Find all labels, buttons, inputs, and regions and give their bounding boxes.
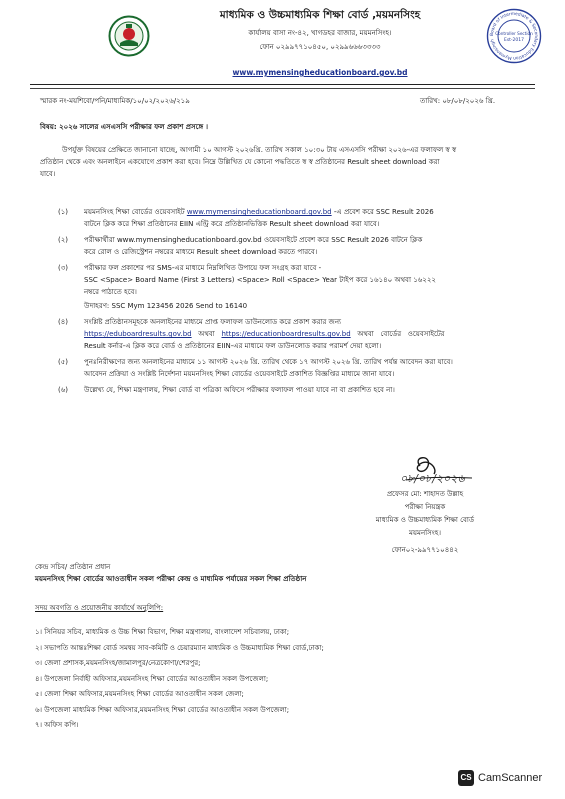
item-text: অথবা বোর্ডের ওয়েবসাইটের [350,330,445,338]
item-line: করে রোল ও রেজিস্ট্রেশন নম্বরের মাধ্যমে Result sheet download করতে পারবে। [84,248,318,256]
office-address: কার্যালয় বাসা নং-৪২, খাগডহর বাজার, ময়মনসিংহ। [248,29,392,37]
item-line: নম্বরে পাঠাতে হবে। [84,288,137,296]
camscanner-logo: CS [458,770,474,786]
header-divider-thin [30,88,535,89]
item-line: আবেদন প্রক্রিয়া ও সংশ্লিষ্ট নির্দেশনা ময়মনসিংহ শিক্ষা বোর্ডের ওয়েবসাইটে প্রকাশিত বিজ্ঞপ্তির মাধ্যমে জানা যাবে। [84,370,395,378]
cc-item: ৫। জেলা শিক্ষা অফিসার,ময়মনসিংহ শিক্ষা বোর্ডের আওতাধীন সকল জেলা; [35,690,244,698]
memo-number: স্মারক নং-ময়শিবো/পনি/মাধ্যমিক/১০/০২/২০২৬/২১৯ [40,97,190,105]
item-line: Result কর্নার-এ ক্লিক করে বোর্ড ও প্রতিষ্ঠানের EIIN-এর মাধ্যমে ফল ডাউনলোড করার পরামর্শ দেয়া হলো। [84,342,382,350]
item-number: (৩) [58,264,69,272]
list-item [58,206,533,230]
eduboardresults-link[interactable]: https://eduboardresults.gov.bd [84,330,192,338]
item-line: বাটনে ক্লিক করে শিক্ষা প্রতিষ্ঠানের EIIN এন্ট্রি করে প্রতিষ্ঠানভিত্তিক Result sheet download করা যাবে। [84,220,380,228]
item-number: (৬) [58,386,69,394]
item-number: (৫) [58,358,69,366]
item-text: -এ প্রবেশ করে SSC Result 2026 [331,208,434,216]
list-item [58,384,533,396]
item-line [84,206,533,218]
cc-item: ১। সিনিয়র সচিব, মাধ্যমিক ও উচ্চ শিক্ষা বিভাগ, শিক্ষা মন্ত্রণালয়, বাংলাদেশ সচিবালয়, ঢাকা; [35,628,290,636]
board-logo-left [108,15,150,57]
sms-example: উদাহরণ: SSC Mym 123456 2026 Send to 16140 [84,302,248,310]
header-divider [30,84,535,85]
signatory-designation: পরীক্ষা নিয়ন্ত্রক [404,503,446,511]
memo-date: তারিখ: ০৮/০৮/২০২৬ খ্রি. [420,97,496,105]
signatory-phone: ফোন০২-৯৯৭৭১০৪৪২ [391,546,459,554]
item-number: (৪) [58,318,69,326]
intro-line: উপর্যুক্ত বিষয়ের প্রেক্ষিতে জানানো যাচ্ছে, আগামী ১০ আগস্ট ২০২৬খ্রি. তারিখ সকাল ১০:৩০ টায় এসএসসি পরীক্ষা ২০২৬-এর ফলাফল স্ব স্ব [62,146,457,154]
website-link[interactable]: www.mymensingheducationboard.gov.bd [186,208,332,216]
seal-line-2: Est-2017 [503,38,525,43]
subject-line: বিষয়: ২০২৬ সালের এসএসসি পরীক্ষার ফল প্রকাশ প্রসঙ্গে । [40,123,209,131]
office-phone: ফোন ০২৯৯৭৭১০৪৫০, ০২৯৯৬৬৬৩৩৩৩ [259,43,381,51]
signatory-city: ময়মনসিংহ। [409,529,441,537]
camscanner-text: CamScanner [478,772,543,784]
intro-paragraph [40,144,530,180]
item-text: অথবা [191,330,222,338]
item-number: (১) [58,208,69,216]
instruction-list [58,206,533,396]
board-website-link[interactable]: www.mymensingheducationboard.gov.bd [232,68,408,77]
item-line [84,328,533,340]
signature-block [330,488,520,557]
intro-line: যাবে। [40,170,56,178]
item-line: SSC <Space> Board Name (First 3 Letters) <Space> Roll <Space> Year টাইপ করে ১৬১৪০ অথবা ১৬২২২ [84,276,436,284]
item-line: পরীক্ষার ফল প্রকাশের পর SMS-এর মাধ্যমে নিম্নলিখিত উপায়ে ফল সংগ্রহ করা যাবে - [84,264,322,272]
signatory-office: মাধ্যমিক ও উচ্চমাধ্যমিক শিক্ষা বোর্ড [375,516,475,524]
cc-item: ২। সভাপতি আন্তঃশিক্ষা বোর্ড সমন্বয় সাব-কমিটি ও চেয়ারম্যান মাধ্যমিক ও উচ্চমাধ্যমিক শিক্ষা বোর্ড,ঢাকা; [35,643,324,652]
cc-item: ৪। উপজেলা নির্বাহী অফিসার,ময়মনসিংহ শিক্ষা বোর্ডের আওতাধীন সকল উপজেলা; [35,674,269,683]
item-number: (২) [58,236,69,244]
educationboardresults-link[interactable]: https://educationboardresults.gov.bd [221,330,351,338]
cc-heading: সদয় অবগতি ও প্রয়োজনীয় কার্যার্থে অনুলিপি: [35,604,164,612]
handwritten-date: ০৮/০৮/২০২৬ [400,472,465,485]
cc-item: ৬। উপজেলা মাধ্যমিক শিক্ষা অফিসার,ময়মনসিংহ শিক্ষা বোর্ডের আওতাধীন সকল উপজেলা; [35,705,290,714]
recipient-line-1: কেন্দ্র সচিব/ প্রতিষ্ঠান প্রধান [35,563,111,571]
list-item [58,234,533,258]
list-item [58,316,533,352]
controller-section-seal [486,8,542,64]
signatory-name: প্রফেসর মো: শাহাদত উল্লাহ [386,490,464,498]
item-text: ময়মনসিংহ শিক্ষা বোর্ডের ওয়েবসাইট [84,208,187,216]
board-title: মাধ্যমিক ও উচ্চমাধ্যমিক শিক্ষা বোর্ড ,ময়মনসিংহ [219,9,421,21]
cc-item: ৩। জেলা প্রশাসক,ময়মনসিংহ/জামালপুর/নেত্রকোণা/শেরপুর; [35,659,201,667]
intro-line: প্রতিষ্ঠান থেকে এবং অনলাইনে একযোগে প্রকাশ করা হবে। নিম্নে উল্লিখিত যে কোনো পদ্ধতিতে স্ব স্ব প্রতিষ্ঠানের Result sheet download করা [40,158,440,166]
item-line: সংশ্লিষ্ট প্রতিষ্ঠানসমূহকে অনলাইনের মাধ্যমে প্রাপ্ত ফলাফল ডাউনলোড করে প্রকাশ করার জন্য [84,318,342,326]
list-item [58,356,533,380]
seal-line-1: Controller Section [495,31,533,36]
cc-item: ৭। অফিস কপি। [35,721,79,729]
list-item [58,262,533,312]
seal-ring-text: Board of Intermediate & Secondary Education Mymensingh [489,11,539,61]
item-line: পরীক্ষার্থীরা www.mymensingheducationboard.gov.bd ওয়েবসাইটে প্রবেশ করে SSC Result 2026 বাটনে ক্লিক [84,236,423,244]
recipient-line-2: ময়মনসিংহ শিক্ষা বোর্ডের আওতাধীন সকল পরীক্ষা কেন্দ্র ও মাধ্যমিক পর্যায়ের সকল শিক্ষা প্রতিষ্ঠান [35,575,307,583]
cc-list [35,627,324,730]
item-line: পুনঃনিরীক্ষণের জন্য অনলাইনের মাধ্যমে ১১ আগস্ট ২০২৬ খ্রি. তারিখ থেকে ১৭ আগস্ট ২০২৬ খ্রি. তারিখ পর্যন্ত আবেদন করা যাবে। [84,358,453,366]
item-line: উল্লেখ্য যে, শিক্ষা মন্ত্রণালয়, শিক্ষা বোর্ড বা পত্রিকা অফিসে পরীক্ষার ফলাফল পাওয়া যাবে না বা প্রকাশিত হবে না। [84,386,395,394]
svg-text:Board of Intermediate & Second [489,11,539,61]
